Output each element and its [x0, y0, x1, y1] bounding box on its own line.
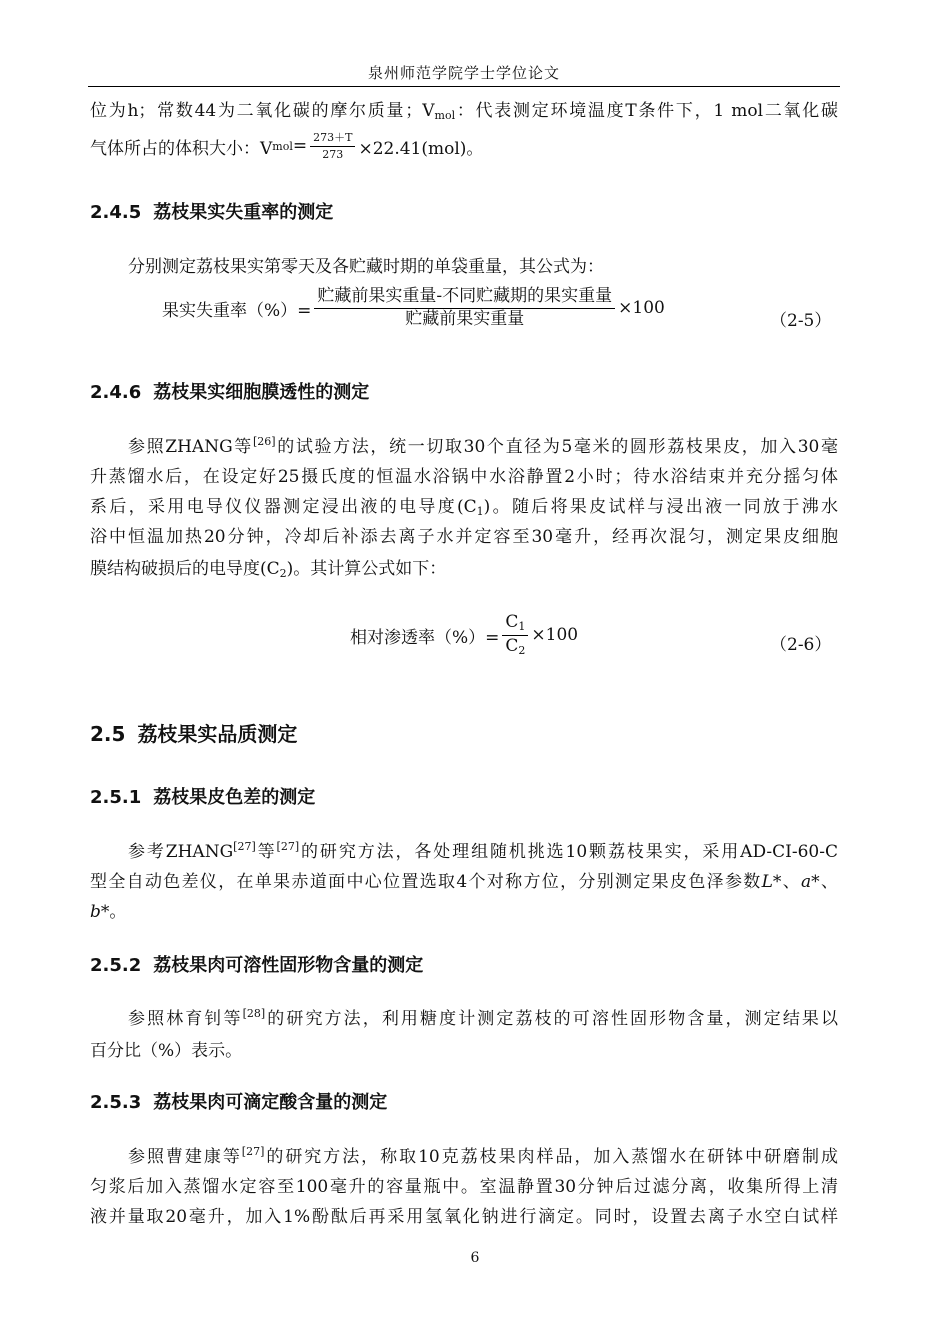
paragraph-line: 系后，采用电导仪仪器测定浸出液的电导度$(C_1)$。随后将果皮试样与浸出液一同放于沸水	[90, 497, 839, 518]
section-heading: 2.5.2 荔枝果肉可溶性固形物含量的测定	[90, 955, 424, 976]
paragraph-line: 百分比（%）表示。	[90, 1041, 243, 1061]
formula-fraction: $\frac{C_1}{C_2}$	[502, 614, 528, 656]
paragraph-line: 匀浆后加入蒸馏水定容至100毫升的容量瓶中。室温静置30分钟后过滤分离，收集所得上清	[90, 1177, 838, 1197]
formula-fraction: $\frac{\text{贮藏前果实重量-不同贮藏期的果实重量}}{\text{贮藏前果实重量}}$	[314, 288, 615, 329]
section-heading: 2.5 荔枝果实品质测定	[90, 722, 298, 746]
header-rule	[88, 86, 840, 87]
paragraph-line: 参照ZHANG等[26]的试验方法，统一切取30个直径为5毫米的圆形荔枝果皮，加入30毫	[128, 435, 838, 457]
paragraph-line: b*。	[90, 902, 127, 922]
page-number: 6	[470, 1250, 480, 1266]
equation-number: （2-6）	[770, 635, 832, 655]
paragraph-line: 型全自动色差仪，在单果赤道面中心位置选取4个对称方位，分别测定果皮色泽参数L*、a*、	[90, 872, 838, 892]
section-heading: 2.5.3 荔枝果肉可滴定酸含量的测定	[90, 1092, 388, 1113]
formula-2-5: 果实失重率（%）= $\frac{\text{贮藏前果实重量-不同贮藏期的果实重量}}{\text{贮藏前果实重量}}$ ×100	[162, 286, 665, 329]
paragraph-line: 参照曹建康等[27]的研究方法，称取10克荔枝果肉样品，加入蒸馏水在研钵中研磨制成	[128, 1145, 838, 1167]
inline-fraction: $\frac{273+T}{273}$	[310, 132, 355, 160]
paragraph-line: 参考ZHANG[27]等[27]的研究方法，各处理组随机挑选10颗荔枝果实，采用AD-CI-60-C	[128, 840, 839, 862]
paragraph-line: 位为h；常数44为二氧化碳的摩尔质量；$V_{mol}$：代表测定环境温度T条件下，1 mol二氧化碳	[90, 101, 839, 122]
section-heading: 2.4.5 荔枝果实失重率的测定	[90, 202, 334, 223]
paragraph-line: 升蒸馏水后，在设定好25摄氏度的恒温水浴锅中水浴静置2小时；待水浴结束并充分摇匀体	[90, 467, 838, 487]
paragraph-line: 参照林育钊等[28]的研究方法，利用糖度计测定荔枝的可溶性固形物含量，测定结果以	[128, 1007, 839, 1029]
paragraph-line: 分别测定荔枝果实第零天及各贮藏时期的单袋重量，其公式为：	[128, 257, 604, 277]
section-heading: 2.4.6 荔枝果实细胞膜透性的测定	[90, 382, 370, 403]
paragraph-line: 液并量取20毫升，加入1%酚酞后再采用氢氧化钠进行滴定。同时，设置去离子水空白试样	[90, 1207, 838, 1227]
paragraph-line: 气体所占的体积大小：V mol = $\frac{273+T}{273}$ ×22.41(mol)。	[90, 131, 484, 161]
section-heading: 2.5.1 荔枝果皮色差的测定	[90, 787, 316, 808]
formula-2-6: 相对渗透率（%）= $\frac{C_1}{C_2}$ ×100	[350, 612, 579, 657]
equation-number: （2-5）	[770, 311, 832, 331]
running-header: 泉州师范学院学士学位论文	[367, 64, 560, 82]
paragraph-line: 浴中恒温加热20分钟，冷却后补添去离子水并定容至30毫升，经再次混匀，测定果皮细胞	[90, 527, 838, 547]
paragraph-line: 膜结构破损后的电导度$(C_2)$。其计算公式如下：	[90, 559, 447, 580]
